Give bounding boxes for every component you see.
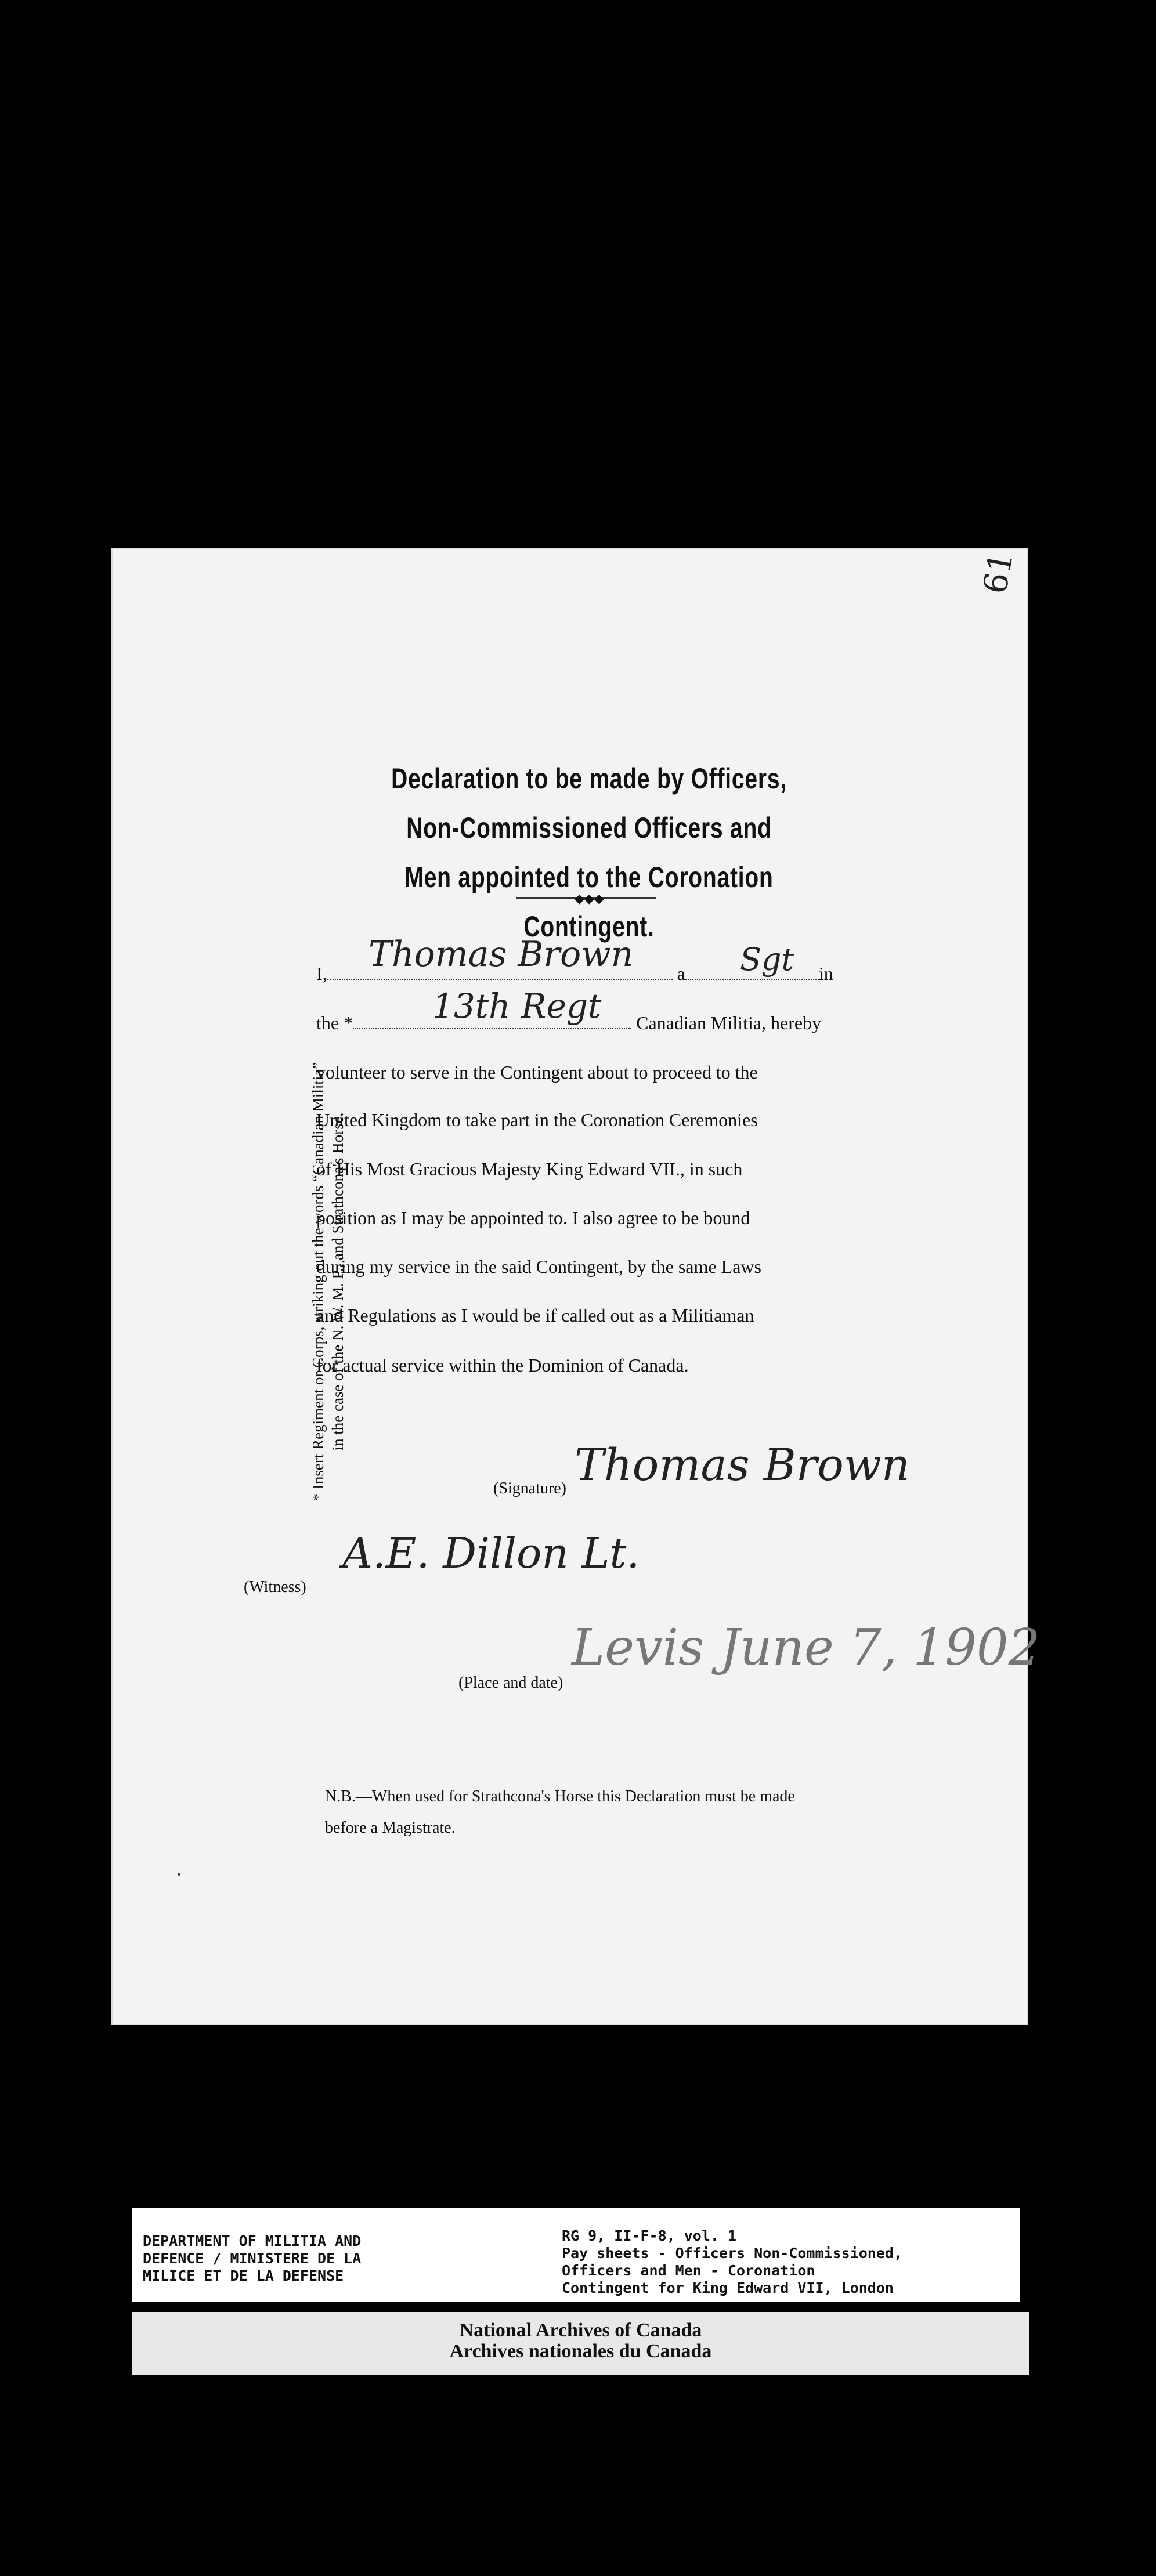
nb-line-1: N.B.—When used for Strathcona's Horse this Declaration must be made — [325, 1788, 795, 1806]
a-word: a — [677, 963, 685, 984]
the-word: the * — [316, 1012, 353, 1033]
ref-line: RG 9, II-F-8, vol. 1 — [562, 2227, 737, 2244]
paper-speck — [178, 1873, 180, 1876]
dept-line: DEFENCE / MINISTERE DE LA — [143, 2250, 362, 2267]
archives-label — [132, 2312, 1029, 2375]
divider-ornament: ◆◆◆ — [575, 891, 604, 906]
ref-line: Pay sheets - Officers Non-Commissioned, — [562, 2245, 902, 2262]
regiment-handwriting: 13th Regt — [432, 986, 602, 1026]
dept-line: DEPARTMENT OF MILITIA AND — [143, 2233, 362, 2249]
body-line: of His Most Gracious Majesty King Edward VII., in such — [316, 1159, 743, 1180]
place-date-handwriting: Levis June 7, 1902 — [572, 1619, 1041, 1677]
reference-text — [562, 2227, 902, 2297]
archives-fr: Archives nationales du Canada — [449, 2340, 712, 2362]
body-line: during my service in the said Contingent, by the same Laws — [316, 1256, 761, 1277]
department-text — [143, 2233, 361, 2285]
rank-handwriting: Sgt — [740, 941, 794, 978]
witness-handwriting: A.E. Dillon Lt. — [342, 1529, 640, 1578]
body-line: volunteer to serve in the Contingent about to proceed to the — [316, 1062, 758, 1083]
title-line-1: Declaration to be made by Officers, Non-Commissioned Officers and — [391, 762, 787, 844]
place-date-label: (Place and date) — [458, 1674, 563, 1692]
nb-line-2: before a Magistrate. — [325, 1819, 456, 1837]
archives-en: National Archives of Canada — [459, 2320, 702, 2341]
nb-note — [325, 1781, 882, 1844]
ref-line: Contingent for King Edward VII, London — [562, 2280, 894, 2296]
body-line: position as I may be appointed to. I also agree to be bound — [316, 1207, 750, 1228]
signature-label: (Signature) — [493, 1479, 566, 1497]
body-line: United Kingdom to take part in the Coronation Ceremonies — [316, 1109, 758, 1130]
i-prefix: I, — [316, 963, 327, 984]
in-word: in — [818, 963, 833, 984]
side-note: * Insert Regiment or Corps, striking out the words “Canadian Militia” in the case of the N. W. M. P., and Strathcona's Horse. — [309, 1062, 346, 1502]
ref-line: Officers and Men - Coronation — [562, 2262, 815, 2279]
name-handwriting: Thomas Brown — [369, 934, 634, 975]
title-line-2: Men appointed to the Coronation Contingent. — [404, 861, 774, 943]
body-line-1-end: Canadian Militia, hereby — [636, 1012, 822, 1033]
page-number: 61 — [976, 549, 1021, 597]
body-line: for actual service within the Dominion of Canada. — [316, 1355, 689, 1376]
signature-handwriting: Thomas Brown — [575, 1439, 910, 1490]
archive-reference-label — [132, 2208, 1020, 2302]
body-line: and Regulations as I would be if called out as a Militiaman — [316, 1305, 754, 1326]
dept-line: MILICE ET DE LA DEFENSE — [143, 2267, 344, 2284]
witness-label: (Witness) — [244, 1578, 306, 1596]
page-title — [370, 754, 809, 951]
